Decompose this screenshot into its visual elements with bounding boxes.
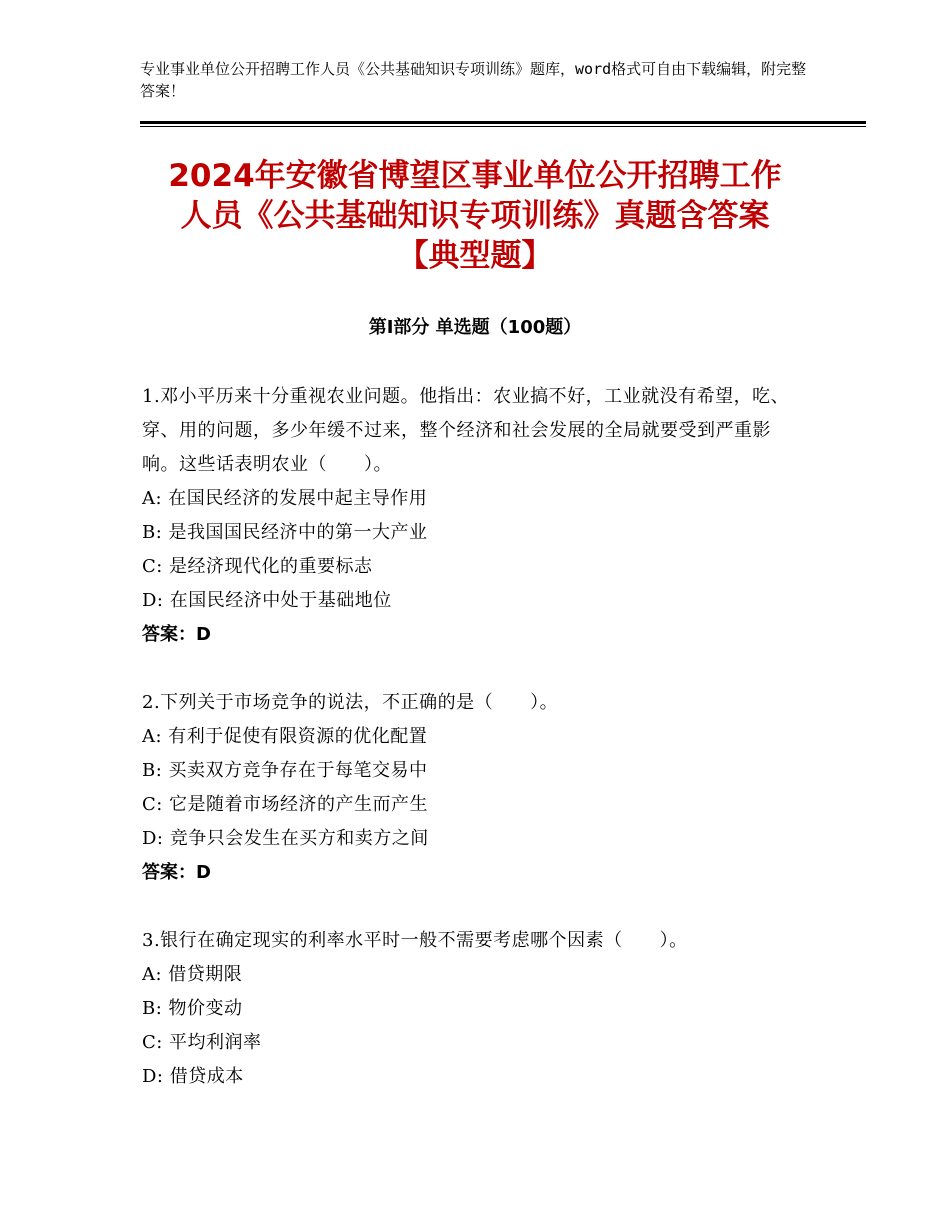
header-divider-thick [140,121,866,124]
option-b: B: 是我国国民经济中的第一大产业 [142,522,428,543]
option-list [142,720,807,856]
question-stem: 2.下列关于市场竞争的说法，不正确的是（ ）。 [142,692,559,713]
section-heading: 第Ⅰ部分 单选题（100题） [368,317,582,338]
option-c: C: 它是随着市场经济的产生而产生 [142,794,429,815]
header-divider-thin [140,126,866,127]
option-a: A: 有利于促使有限资源的优化配置 [142,726,428,747]
question-1 [142,380,807,652]
option-list [142,482,807,618]
option-c: C: 是经济现代化的重要标志 [142,556,373,577]
document-title-line-3: 【典型题】 [397,238,553,274]
option-a: A: 借贷期限 [142,964,243,985]
option-b: B: 物价变动 [142,998,243,1019]
answer-label: 答案：D [142,862,211,883]
option-list [142,958,807,1094]
document-title-line-1: 2024年安徽省博望区事业单位公开招聘工作 [168,158,782,194]
document-title-line-2: 人员《公共基础知识专项训练》真题含答案 [180,198,770,234]
answer-label: 答案：D [142,624,211,645]
question-3 [142,924,807,1094]
option-c: C: 平均利润率 [142,1032,262,1053]
question-2 [142,686,807,890]
option-d: D: 竞争只会发生在买方和卖方之间 [142,828,429,849]
option-b: B: 买卖双方竞争存在于每笔交易中 [142,760,428,781]
option-d: D: 在国民经济中处于基础地位 [142,590,392,611]
option-a: A: 在国民经济的发展中起主导作用 [142,488,428,509]
document-title [100,156,850,276]
header-note: 专业事业单位公开招聘工作人员《公共基础知识专项训练》题库，word格式可自由下载编辑，附完整答案！ [140,60,807,100]
question-stem: 3.银行在确定现实的利率水平时一般不需要考虑哪个因素（ ）。 [142,930,688,951]
question-list [142,380,807,1128]
option-d: D: 借贷成本 [142,1066,244,1087]
question-stem: 1.邓小平历来十分重视农业问题。他指出：农业搞不好，工业就没有希望，吃、穿、用的问题，多少年缓不过来，整个经济和社会发展的全局就要受到严重影响。这些话表明农业（ ）。 [142,386,790,475]
